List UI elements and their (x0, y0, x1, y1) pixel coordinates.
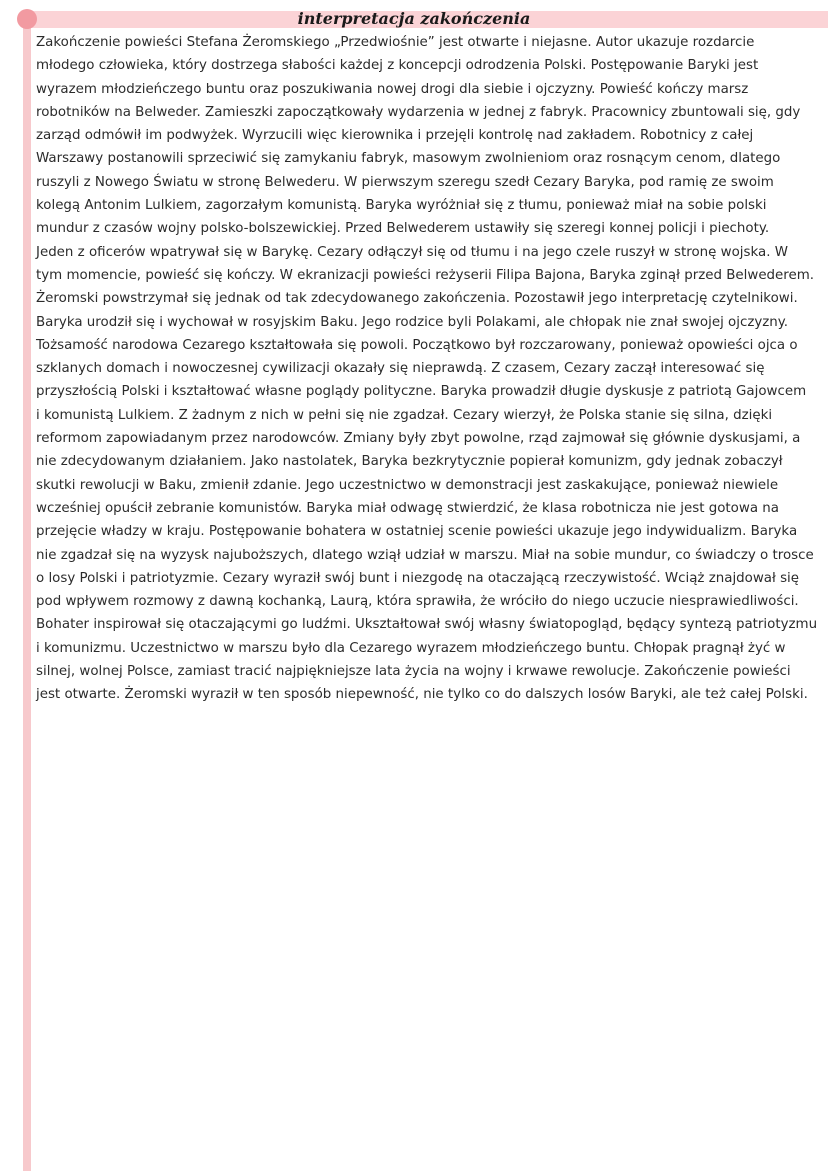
text-line: młodego człowieka, który dostrzega słabości każdej z koncepcji odrodzenia Polski. Postępowanie Baryki jest (36, 58, 759, 74)
text-line: Jeden z oficerów wpatrywał się w Barykę. Cezary odłączył się od tłumu i na jego czele ruszył w stronę wojska. W (36, 244, 788, 260)
text-line: robotników na Belweder. Zamieszki zapoczątkowały wydarzenia w jednej z fabryk. Pracownicy zbuntowali się, gdy (36, 104, 801, 120)
text-line: Bohater inspirował się otaczającymi go ludźmi. Ukształtował swój własny światopogląd, będący syntezą patriotyzmu (36, 617, 818, 633)
text-line: o losy Polski i patriotyzmie. Cezary wyraził swój bunt i niezgodę na otaczającą rzeczywistość. Wciąż znajdował się (36, 570, 800, 586)
text-line: nie zdecydowanym działaniem. Jako nastolatek, Baryka bezkrytycznie popierał komunizm, gdy jednak zobaczył (36, 454, 783, 470)
text-line: mundur z czasów wojny polsko-bolszewickiej. Przed Belwederem ustawiły się szeregi konnej policji i piechoty. (36, 221, 770, 237)
text-line: szklanych domach i nowoczesnej cywilizacji okazały się nieprawdą. Z czasem, Cezary zaczął interesować się (36, 361, 765, 377)
text-line: tym momencie, powieść się kończy. W ekranizacji powieści reżyserii Filipa Bajona, Baryka zginął przed Belwederem. (36, 267, 815, 283)
text-line: nie zgadzał się na wyzysk najuboższych, dlatego wziął udział w marszu. Miał na sobie mundur, co świadczy o trosce (36, 547, 814, 563)
text-line: kolegą Antonim Lulkiem, zagorzałym komunistą. Baryka wyróżniał się z tłumu, ponieważ miał na sobie polski (36, 198, 767, 214)
body-paragraph (36, 31, 820, 707)
text-line: przejęcie władzy w kraju. Postępowanie bohatera w ostatniej scenie powieści ukazuje jego indywidualizm. Baryka (36, 524, 798, 540)
text-line: Żeromski powstrzymał się jednak od tak zdecydowanego zakończenia. Pozostawił jego interpretację czytelnikowi. (36, 291, 798, 307)
text-line: ruszyli z Nowego Światu w stronę Belwederu. W pierwszym szeregu szedł Cezary Baryka, pod ramię ze swoim (36, 174, 774, 190)
text-line: jest otwarte. Żeromski wyraził w ten sposób niepewność, nie tylko co do dalszych losów Baryki, ale też całej Polski. (36, 687, 808, 703)
text-line: reformom zapowiadanym przez narodowców. Zmiany były zbyt powolne, rząd zajmował się głównie dyskusjami, a (36, 431, 801, 447)
text-line: wcześniej opuścił zebranie komunistów. Baryka miał odwagę stwierdzić, że klasa robotnicza nie jest gotowa na (36, 500, 779, 516)
margin-line (23, 14, 31, 1171)
text-line: pod wpływem rozmowy z dawną kochanką, Laurą, która sprawiła, że wróciło do niego uczucie niesprawiedliwości. (36, 594, 799, 610)
text-line: Zakończenie powieści Stefana Żeromskiego „Przedwiośnie” jest otwarte i niejasne. Autor ukazuje rozdarcie (36, 35, 755, 50)
text-line: wyrazem młodzieńczego buntu oraz poszukiwania nowej drogi dla siebie i ojczyzny. Powieść kończy marsz (36, 81, 749, 97)
text-line: przyszłością Polski i kształtować własne poglądy polityczne. Baryka prowadził długie dyskusje z patriotą Gajowcem (36, 384, 807, 400)
text-line: skutki rewolucji w Baku, zmienił zdanie. Jego uczestnictwo w demonstracji jest zaskakujące, ponieważ niewiele (36, 477, 779, 493)
text-line: Warszawy postanowili sprzeciwić się zamykaniu fabryk, masowym zwolnieniom oraz rosnącym cenom, dlatego (36, 151, 781, 167)
text-line: silnej, wolnej Polsce, zamiast tracić najpiękniejsze lata życia na wojny i krwawe rewolucje. Zakończenie powieści (36, 664, 791, 680)
text-line: Baryka urodził się i wychował w rosyjskim Baku. Jego rodzice byli Polakami, ale chłopak nie znał swojej ojczyzny. (36, 314, 789, 330)
page-title: interpretacja zakończenia (297, 9, 531, 28)
text-line: zarząd odmówił im podwyżek. Wyrzucili więc kierownika i przejęli kontrolę nad zakładem. Robotnicy z całej (36, 128, 754, 144)
text-line: i komunistą Lulkiem. Z żadnym z nich w pełni się nie zgadzał. Cezary wierzył, że Polska stanie się silna, dzięki (36, 407, 773, 423)
text-line: i komunizmu. Uczestnictwo w marszu było dla Cezarego wyrazem młodzieńczego buntu. Chłopak pragnął żyć w (36, 640, 786, 656)
text-line: Tożsamość narodowa Cezarego kształtowała się powoli. Początkowo był rozczarowany, ponieważ opowieści ojca o (36, 337, 798, 353)
